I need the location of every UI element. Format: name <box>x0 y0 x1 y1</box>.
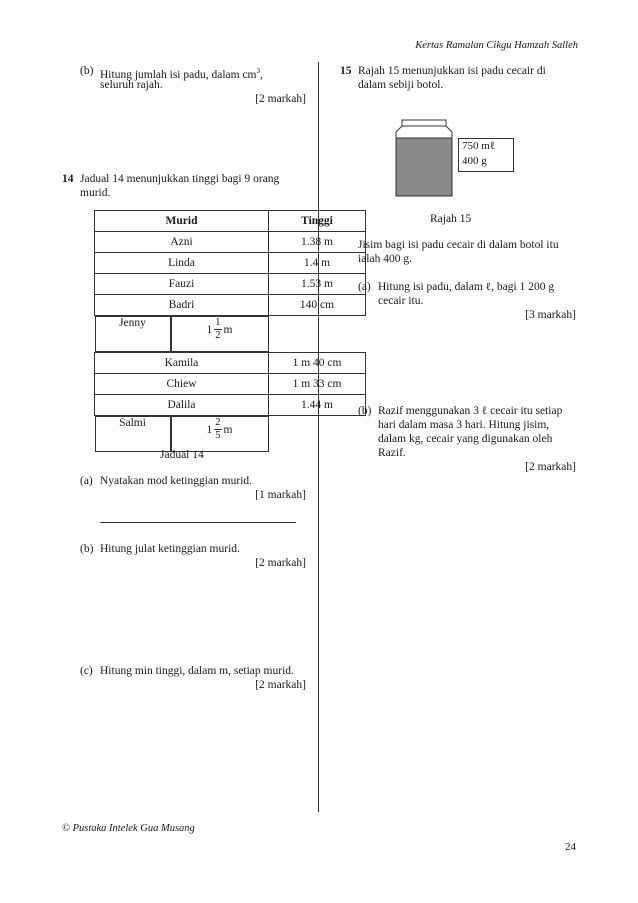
q13b-text: Hitung jumlah isi padu, dalam cm <box>100 68 257 81</box>
table-cell-name: Dalila <box>95 395 269 416</box>
q14b-label: (b) <box>80 543 94 555</box>
publisher-footer: © Pustaka Intelek Gua Musang <box>62 823 195 834</box>
q13b-label: (b) <box>80 65 94 77</box>
table-header-murid: Murid <box>95 211 269 232</box>
q14c-marks: [2 markah] <box>255 679 306 691</box>
q13b-marks: [2 markah] <box>255 93 306 105</box>
bottle-liquid <box>397 138 452 196</box>
fraction-numerator: 1 <box>215 317 221 328</box>
q14-line1: Jadual 14 menunjukkan tinggi bagi 9 orang <box>80 173 280 185</box>
table-cell-value: 1.44 m <box>269 395 366 416</box>
fraction-denominator: 5 <box>215 430 221 441</box>
table-cell-name: Jenny <box>95 316 171 352</box>
q14c-label: (c) <box>80 665 93 677</box>
q15b-line3: dalam kg, cecair yang digunakan oleh <box>378 433 553 445</box>
answer-line <box>100 522 296 523</box>
q13b-line2: seluruh rajah. <box>100 79 163 91</box>
q13b-sup: 3 <box>256 67 261 75</box>
page-number: 24 <box>565 841 576 853</box>
q15-number: 15 <box>340 65 352 77</box>
table-row <box>95 253 366 274</box>
table-cell-fraction <box>171 416 269 452</box>
q15a-line1: Hitung isi padu, dalam ℓ, bagi 1 200 g <box>378 281 555 293</box>
table-row <box>95 416 269 452</box>
fraction-whole: 1 <box>206 423 213 436</box>
bottle-mass-label: 400 g <box>462 155 487 167</box>
q14-line2: murid. <box>80 187 111 199</box>
fraction-unit: m <box>223 323 233 336</box>
table-cell-name: Kamila <box>95 353 269 374</box>
table-cell-name: Chiew <box>95 374 269 395</box>
q14a-text: Nyatakan mod ketinggian murid. <box>100 475 253 487</box>
fraction-whole: 1 <box>206 323 213 336</box>
table-cell-name: Badri <box>95 295 269 316</box>
fraction-denominator: 2 <box>215 330 221 341</box>
table-cell-fraction <box>171 316 269 352</box>
table-caption: Jadual 14 <box>160 449 204 461</box>
table-cell-value: 1.53 m <box>269 274 366 295</box>
table-row <box>95 353 366 374</box>
table-cell-value: 1.38 m <box>269 232 366 253</box>
q15a-marks: [3 markah] <box>525 309 576 321</box>
q15b-line1: Razif menggunakan 3 ℓ cecair itu setiap <box>378 405 563 417</box>
q15a-line2: cecair itu. <box>378 295 424 307</box>
q14-number: 14 <box>62 173 74 185</box>
table-row <box>95 395 366 416</box>
table-row <box>95 374 366 395</box>
q15-stmt2: ialah 400 g. <box>358 253 412 265</box>
fraction-unit: m <box>223 423 233 436</box>
table-cell-name: Salmi <box>95 416 171 452</box>
q15a-label: (a) <box>358 281 371 293</box>
bottle-volume-label: 750 mℓ <box>462 140 496 152</box>
table-cell-value: 1 m 33 cm <box>269 374 366 395</box>
height-table <box>94 210 366 452</box>
q14a-marks: [1 markah] <box>255 489 306 501</box>
table-cell-value: 1.4 m <box>269 253 366 274</box>
q13b-comma: , <box>260 68 263 81</box>
q15-line1: Rajah 15 menunjukkan isi padu cecair di <box>358 65 546 77</box>
q15b-line4: Razif. <box>378 447 406 459</box>
q14b-text: Hitung julat ketinggian murid. <box>100 543 240 555</box>
q15b-marks: [2 markah] <box>525 461 576 473</box>
diagram-caption: Rajah 15 <box>430 213 472 225</box>
table-row <box>95 295 366 316</box>
table-row <box>95 232 366 253</box>
q15-line2: dalam sebiji botol. <box>358 79 444 91</box>
q14a-label: (a) <box>80 475 93 487</box>
q15b-label: (b) <box>358 405 372 417</box>
table-cell-value: 1 m 40 cm <box>269 353 366 374</box>
table-cell-name: Azni <box>95 232 269 253</box>
table-header-tinggi: Tinggi <box>269 211 366 232</box>
q15-stmt1: Jisim bagi isi padu cecair di dalam botol itu <box>358 239 559 251</box>
table-row <box>95 274 366 295</box>
table-cell-name: Linda <box>95 253 269 274</box>
q15b-line2: hari dalam masa 3 hari. Hitung jisim, <box>378 419 550 431</box>
fraction-numerator: 2 <box>215 417 221 428</box>
q14c-text: Hitung min tinggi, dalam m, setiap murid. <box>100 665 294 677</box>
table-cell-value: 140 cm <box>269 295 366 316</box>
bottle-cap <box>402 120 446 126</box>
table-row <box>95 316 269 352</box>
table-cell-name: Fauzi <box>95 274 269 295</box>
page-header: Kertas Ramalan Cikgu Hamzah Salleh <box>415 40 578 51</box>
q14b-marks: [2 markah] <box>255 557 306 569</box>
bottle-label-box <box>458 138 514 172</box>
